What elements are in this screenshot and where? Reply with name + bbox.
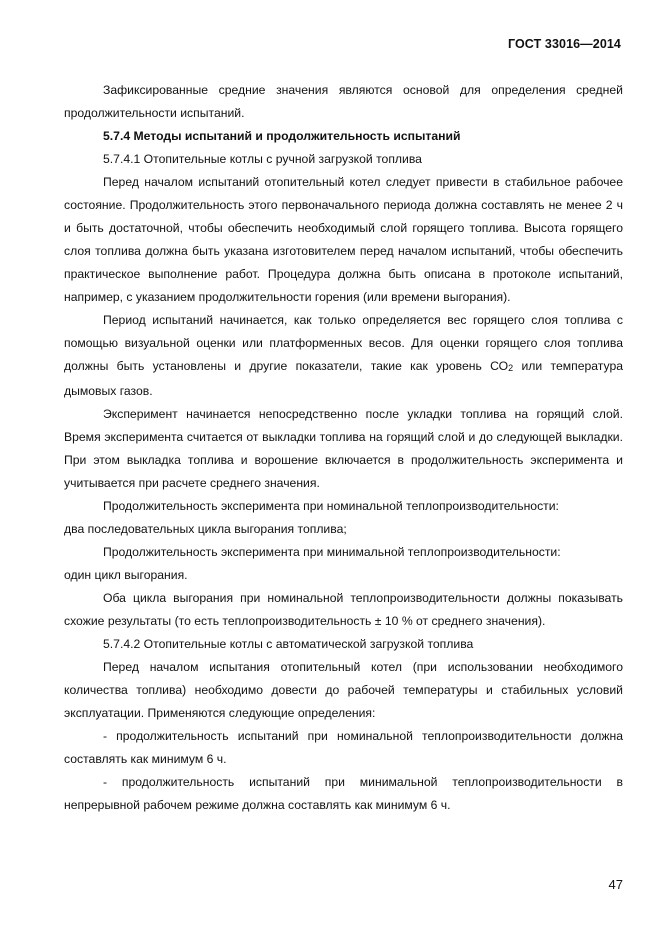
test-period-text: Период испытаний начинается, как только определяется вес горящего слоя топлива с помощью визуальной оценки или платформенных весов. Для оценки горящего слоя топлива должны быть установлены и другие показатели, такие как уровень СО	[64, 313, 623, 373]
list-item-minimal: - продолжительность испытаний при минимальной теплопроизводительности в непрерывной рабочем режиме должна составлять как минимум 6 ч.	[64, 775, 623, 812]
paragraph-stable-state: Перед началом испытаний отопительный котел следует привести в стабильное рабочее состояние. Продолжительность этого первоначального периода должна составлять не менее 2 ч и быть достаточной, чтобы обеспечить необходимый слой горящего топлива. Высота горящего слоя топлива должна быть указана изготовителем перед началом испытаний, чтобы обеспечить практическое выполнение работ. Процедура должна быть описана в протоколе испытаний, например, с указанием продолжительности горения (или времени выгорания).	[64, 175, 623, 304]
co2-subscript: 2	[508, 363, 514, 373]
body-text	[64, 79, 623, 817]
paragraph-average-values: Зафиксированные средние значения являются основой для определения средней продолжительности испытаний.	[64, 83, 623, 120]
paragraph-one-cycle: один цикл выгорания.	[64, 568, 188, 582]
paragraph-test-period	[64, 309, 623, 403]
paragraph-minimal-duration: Продолжительность эксперимента при минимальной теплопроизводительности:	[103, 545, 561, 559]
subsection-title-5-7-4-1: 5.7.4.1 Отопительные котлы с ручной загрузкой топлива	[103, 152, 422, 166]
paragraph-automatic-start: Перед началом испытания отопительный котел (при использовании необходимого количества топлива) необходимо довести до рабочей температуры и стабильных условий эксплуатации. Применяются следующие определения:	[64, 660, 623, 720]
list-item-nominal: - продолжительность испытаний при номинальной теплопроизводительности должна составлять как минимум 6 ч.	[64, 729, 623, 766]
page-number: 47	[608, 877, 623, 892]
standard-code: ГОСТ 33016—2014	[507, 37, 621, 51]
test-period-text-end: или температура дымовых газов.	[64, 359, 624, 398]
paragraph-experiment-start: Эксперимент начинается непосредственно после укладки топлива на горящий слой. Время эксперимента считается от выкладки топлива на горящий слой и до следующей выкладки. При этом выкладка топлива и ворошение включается в продолжительность эксперимента и учитывается при расчете среднего значения.	[64, 407, 623, 490]
paragraph-nominal-duration: Продолжительность эксперимента при номинальной теплопроизводительности:	[103, 499, 559, 513]
section-heading-5-7-4: 5.7.4 Методы испытаний и продолжительность испытаний	[103, 129, 461, 143]
paragraph-similar-results: Оба цикла выгорания при номинальной теплопроизводительности должны показывать схожие результаты (то есть теплопроизводительность ± 10 % от среднего значения).	[64, 591, 623, 628]
paragraph-two-cycles: два последовательных цикла выгорания топлива;	[64, 522, 347, 536]
subsection-title-5-7-4-2: 5.7.4.2 Отопительные котлы с автоматической загрузкой топлива	[103, 637, 474, 651]
